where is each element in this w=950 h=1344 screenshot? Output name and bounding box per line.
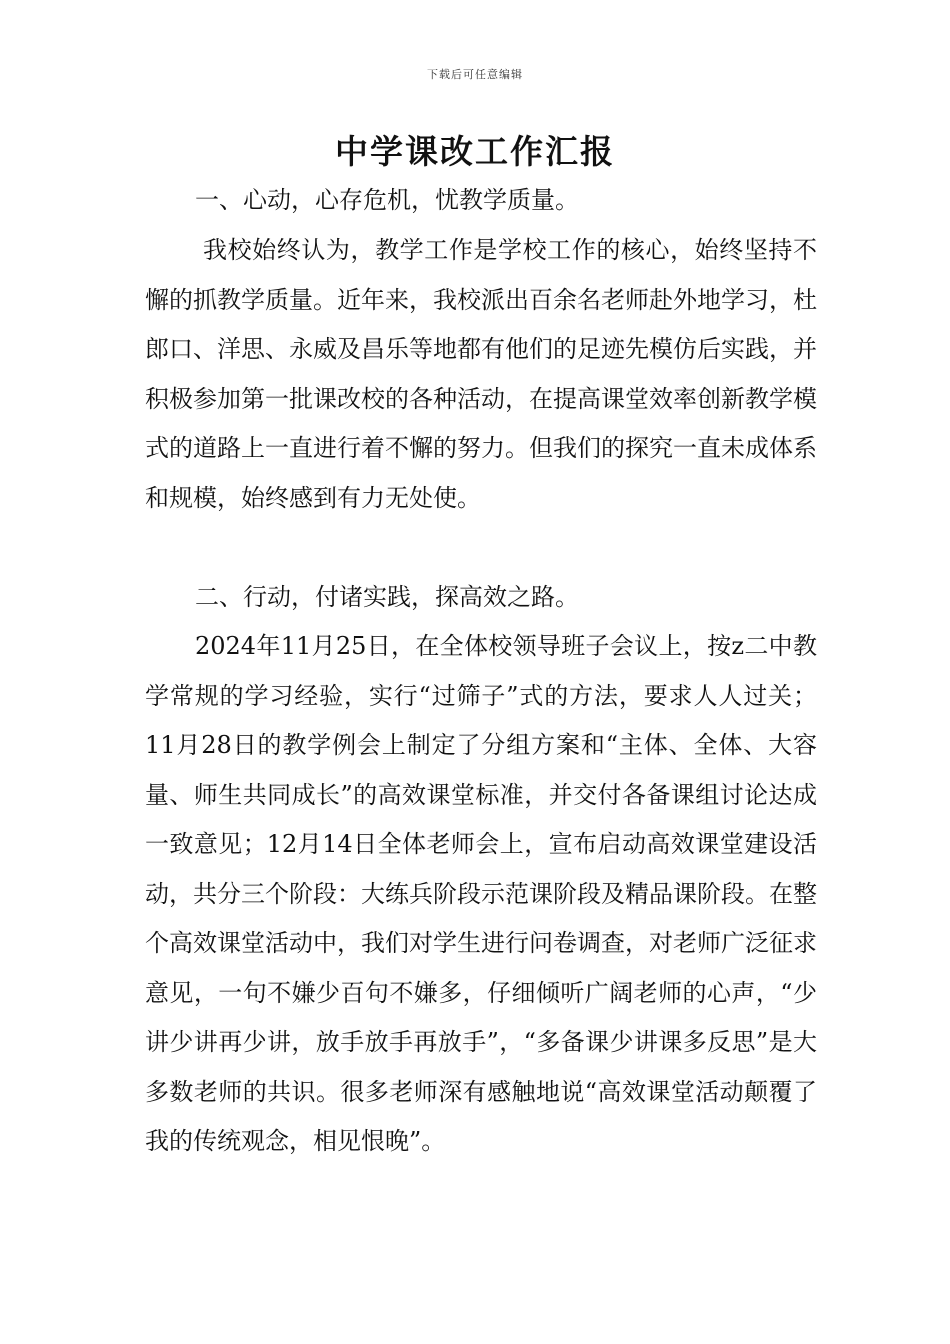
section-1-heading: 一、心动，心存危机，忧教学质量。 [195, 186, 579, 214]
section-1-paragraph: 我校始终认为，教学工作是学校工作的核心，始终坚持不懈的抓教学质量。近年来，我校派出百余名老师赴外地学习，杜郎口、洋思、永威及昌乐等地都有他们的足迹先模仿后实践，并积极参加第一批课改校的各种活动，在提高课堂效率创新教学模式的道路上一直进行着不懈的努力。但我们的探究一直未成体系和规模，始终感到有力无处使。 [145, 236, 817, 512]
document-title: 中学课改工作汇报 [335, 132, 615, 171]
header-note: 下载后可任意编辑 [427, 68, 523, 81]
section-2-paragraph: 2024年11月25日，在全体校领导班子会议上，按z二中教学常规的学习经验，实行“过筛子”式的方法，要求人人过关；11月28日的教学例会上制定了分组方案和“主体、全体、大容量、师生共同成长”的高效课堂标准，并交付各备课组讨论达成一致意见；12月14日全体老师会上，宣布启动高效课堂建设活动，共分三个阶段：大练兵阶段示范课阶段及精品课阶段。在整个高效课堂活动中，我们对学生进行问卷调查，对老师广泛征求意见，一句不嫌少百句不嫌多，仔细倾听广阔老师的心声，“少讲少讲再少讲，放手放手再放手”，“多备课少讲课多反思”是大多数老师的共识。很多老师深有感触地说“高效课堂活动颠覆了我的传统观念，相见恨晚”。 [145, 632, 817, 1155]
section-2-heading: 二、行动，付诸实践，探高效之路。 [195, 583, 579, 611]
